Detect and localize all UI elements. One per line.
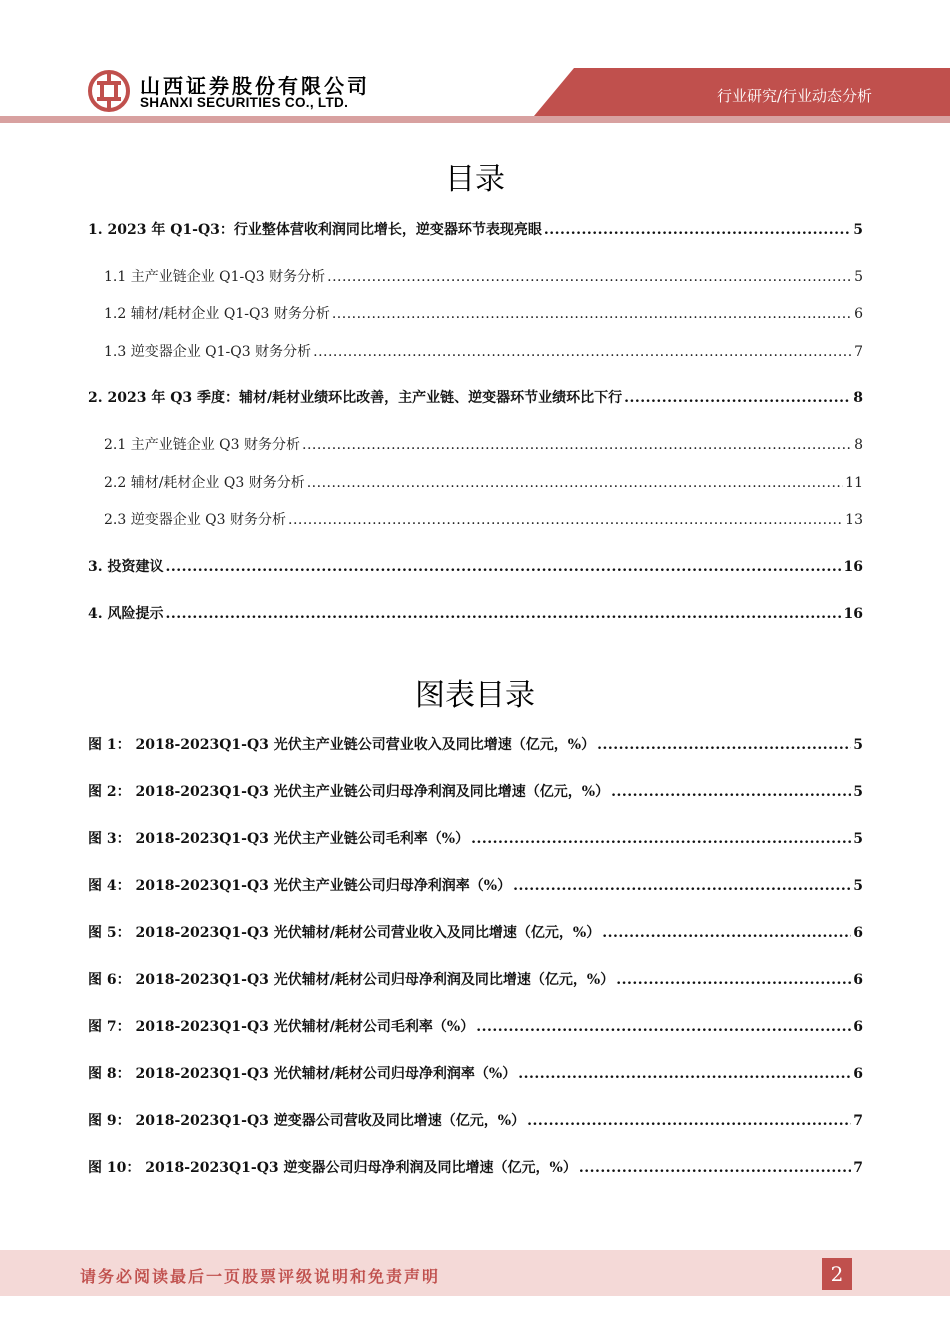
- toc-entry-label: 1.1 主产业链企业 Q1-Q3 财务分析: [104, 269, 326, 285]
- company-name-cn: 山西证券股份有限公司: [140, 74, 370, 98]
- dot-leader: [307, 475, 843, 491]
- toc-entry-page: 7: [854, 344, 863, 360]
- figure-entry-label: 图 7： 2018-2023Q1-Q3 光伏辅材/耗材公司毛利率（%）: [88, 1019, 475, 1035]
- figure-entry-7[interactable]: [88, 1016, 863, 1036]
- toc-entry-page: 5: [854, 269, 863, 285]
- dot-leader: [597, 737, 851, 753]
- toc-entry-page: 11: [845, 475, 863, 491]
- dot-leader: [518, 1066, 851, 1082]
- figure-entry-10[interactable]: [88, 1157, 863, 1177]
- toc-entry-page: 16: [843, 606, 863, 622]
- figure-entry-label: 图 1： 2018-2023Q1-Q3 光伏主产业链公司营业收入及同比增速（亿元，%）: [88, 737, 596, 753]
- figure-entry-page: 5: [853, 737, 863, 753]
- toc-entry-label: 2. 2023 年 Q3 季度：辅材/耗材业绩环比改善，主产业链、逆变器环节业绩环比下行: [88, 390, 623, 406]
- dot-leader: [513, 878, 851, 894]
- figure-entry-1[interactable]: [88, 734, 863, 754]
- page-number: 2: [822, 1258, 852, 1290]
- toc-entry-label: 3. 投资建议: [88, 559, 164, 575]
- dot-leader: [471, 831, 851, 847]
- page-header: [0, 0, 950, 128]
- dot-leader: [527, 1113, 851, 1129]
- toc-entry-2-2[interactable]: [104, 472, 863, 492]
- toc-entry-label: 2.1 主产业链企业 Q3 财务分析: [104, 437, 300, 453]
- toc-entry-2-1[interactable]: [104, 434, 863, 454]
- toc-entry-4[interactable]: [88, 603, 863, 623]
- toc-entry-2[interactable]: [88, 387, 863, 407]
- toc-title: 目录: [445, 162, 505, 197]
- figure-entry-label: 图 4： 2018-2023Q1-Q3 光伏主产业链公司归母净利润率（%）: [88, 878, 512, 894]
- figure-entry-page: 6: [853, 1066, 863, 1082]
- toc-entry-1-1[interactable]: [104, 266, 863, 286]
- dot-leader: [166, 559, 842, 575]
- report-type-label: 行业研究/行业动态分析: [716, 87, 872, 105]
- dot-leader: [327, 269, 852, 285]
- figure-entry-5[interactable]: [88, 922, 863, 942]
- toc-entry-1[interactable]: [88, 219, 863, 239]
- figure-entry-label: 图 2： 2018-2023Q1-Q3 光伏主产业链公司归母净利润及同比增速（亿元，%）: [88, 784, 610, 800]
- dot-leader: [579, 1160, 851, 1176]
- dot-leader: [288, 512, 843, 528]
- figure-entry-6[interactable]: [88, 969, 863, 989]
- figure-entry-8[interactable]: [88, 1063, 863, 1083]
- dot-leader: [332, 306, 852, 322]
- figure-entry-2[interactable]: [88, 781, 863, 801]
- dot-leader: [302, 437, 852, 453]
- figure-entry-page: 6: [853, 1019, 863, 1035]
- figure-entry-page: 5: [853, 784, 863, 800]
- figure-entry-label: 图 6： 2018-2023Q1-Q3 光伏辅材/耗材公司归母净利润及同比增速（亿元，%）: [88, 972, 615, 988]
- figure-entry-label: 图 3： 2018-2023Q1-Q3 光伏主产业链公司毛利率（%）: [88, 831, 470, 847]
- dot-leader: [602, 925, 851, 941]
- dot-leader: [166, 606, 842, 622]
- figure-entry-page: 6: [853, 972, 863, 988]
- toc-entry-label: 1.2 辅材/耗材企业 Q1-Q3 财务分析: [104, 306, 330, 322]
- figure-entry-page: 7: [853, 1160, 863, 1176]
- dot-leader: [476, 1019, 851, 1035]
- dot-leader: [313, 344, 852, 360]
- figure-entry-label: 图 5： 2018-2023Q1-Q3 光伏辅材/耗材公司营业收入及同比增速（亿元，%）: [88, 925, 601, 941]
- figure-entry-page: 6: [853, 925, 863, 941]
- figure-entry-label: 图 8： 2018-2023Q1-Q3 光伏辅材/耗材公司归母净利润率（%）: [88, 1066, 517, 1082]
- figure-entry-page: 5: [853, 831, 863, 847]
- shanxi-securities-logo-icon: [88, 70, 130, 112]
- toc-entry-3[interactable]: [88, 556, 863, 576]
- toc-entry-1-3[interactable]: [104, 341, 863, 361]
- toc-entry-1-2[interactable]: [104, 303, 863, 323]
- toc-entry-page: 16: [843, 559, 863, 575]
- toc-entry-label: 1. 2023 年 Q1-Q3：行业整体营收利润同比增长，逆变器环节表现亮眼: [88, 222, 542, 238]
- footer-disclaimer: 请务必阅读最后一页股票评级说明和免责声明: [80, 1267, 441, 1286]
- toc-entry-page: 8: [853, 390, 863, 406]
- dot-leader: [544, 222, 851, 238]
- toc-entry-page: 8: [854, 437, 863, 453]
- toc-entry-label: 4. 风险提示: [88, 606, 164, 622]
- dot-leader: [611, 784, 851, 800]
- figures-title: 图表目录: [415, 678, 535, 713]
- toc-entry-label: 2.3 逆变器企业 Q3 财务分析: [104, 512, 286, 528]
- header-divider: [0, 116, 950, 123]
- toc-entry-2-3[interactable]: [104, 509, 863, 529]
- toc-entry-label: 2.2 辅材/耗材企业 Q3 财务分析: [104, 475, 305, 491]
- company-name-en: SHANXI SECURITIES CO., LTD.: [140, 95, 349, 110]
- figure-entry-label: 图 9： 2018-2023Q1-Q3 逆变器公司营收及同比增速（亿元，%）: [88, 1113, 526, 1129]
- figure-entry-4[interactable]: [88, 875, 863, 895]
- figure-entry-page: 7: [853, 1113, 863, 1129]
- toc-entry-page: 5: [853, 222, 863, 238]
- dot-leader: [624, 390, 851, 406]
- toc-entry-page: 6: [854, 306, 863, 322]
- figure-entry-page: 5: [853, 878, 863, 894]
- figure-entry-3[interactable]: [88, 828, 863, 848]
- dot-leader: [616, 972, 851, 988]
- figure-entry-9[interactable]: [88, 1110, 863, 1130]
- toc-entry-page: 13: [845, 512, 863, 528]
- figure-entry-label: 图 10： 2018-2023Q1-Q3 逆变器公司归母净利润及同比增速（亿元，%）: [88, 1160, 577, 1176]
- toc-entry-label: 1.3 逆变器企业 Q1-Q3 财务分析: [104, 344, 312, 360]
